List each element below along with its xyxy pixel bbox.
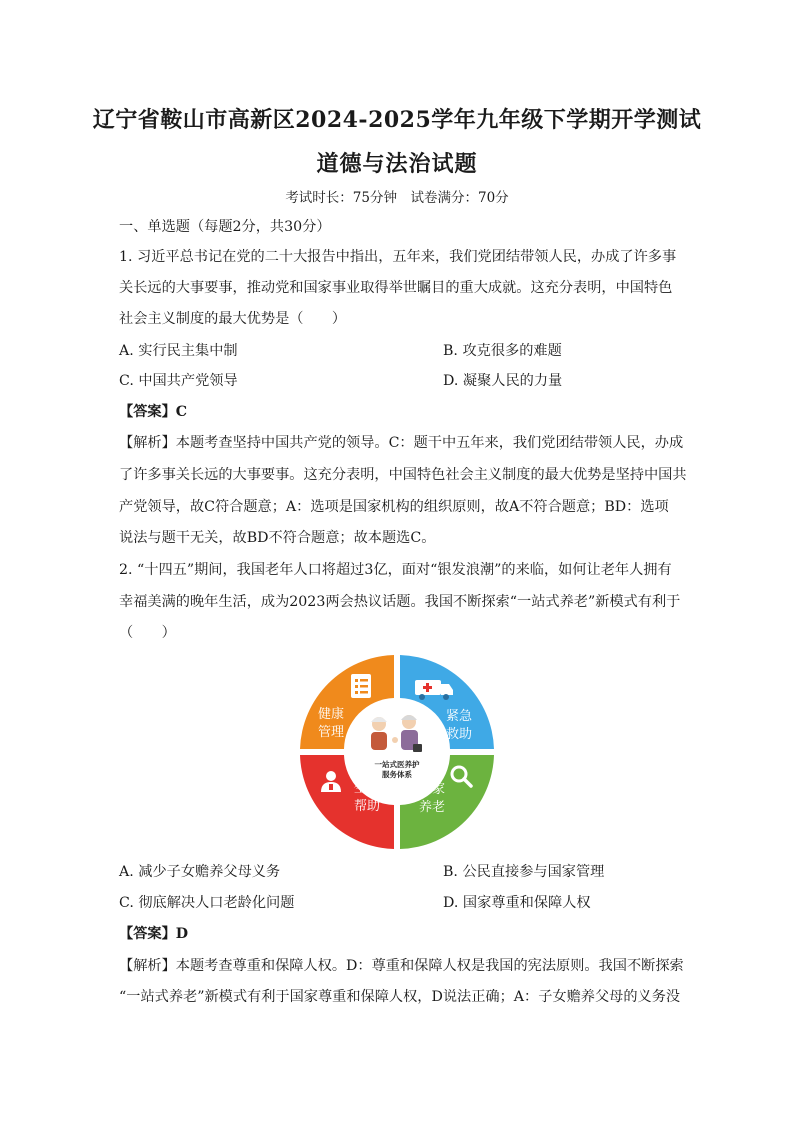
exam-title-line1: 辽宁省鞍山市高新区2024-2025学年九年级下学期开学测试: [92, 107, 702, 133]
q2-option-d: D. 国家尊重和保障人权: [443, 895, 591, 911]
q1-analysis-line: 了许多事关长远的大事要事。这充分表明，中国特色社会主义制度的最大优势是坚持中国共: [119, 467, 687, 483]
q1-option-a: A. 实行民主集中制: [119, 343, 238, 359]
quadrant-label: 紧急: [445, 709, 473, 724]
section-heading: 一、单选题（每题2分，共30分）: [119, 219, 331, 235]
quadrant-label: 救助: [445, 727, 473, 742]
q2-answer: 【答案】D: [119, 926, 189, 942]
q1-answer: 【答案】C: [119, 404, 188, 420]
q1-analysis-line: 说法与题干无关，故BD不符合题意；故本题选C。: [119, 530, 436, 546]
q2-analysis-line: 【解析】本题考查尊重和保障人权。D：尊重和保障人权是我国的宪法原则。我国不断探索: [119, 958, 684, 974]
q1-option-d: D. 凝聚人民的力量: [443, 373, 563, 389]
q2-analysis-line: “一站式养老”新模式有利于国家尊重和保障人权，D说法正确；A：子女赡养父母的义务没: [119, 989, 681, 1005]
q1-stem-line: 社会主义制度的最大优势是（ ）: [119, 311, 347, 327]
exam-info: 考试时长：75分钟 试卷满分：70分: [285, 190, 509, 206]
q1-option-c: C. 中国共产党领导: [119, 373, 238, 389]
q2-stem-line: （ ）: [119, 625, 176, 641]
quadrant-label: 帮助: [353, 799, 381, 814]
quadrant-label: 健康: [317, 707, 345, 722]
center-text-line2: 服务体系: [382, 770, 412, 779]
q2-option-c: C. 彻底解决人口老龄化问题: [119, 895, 295, 911]
center-text-line1: 一站式医养护: [374, 760, 420, 769]
quadrant-label: 管理: [317, 725, 345, 740]
q1-analysis-line: 【解析】本题考查坚持中国共产党的领导。C：题干中五年来，我们党团结带领人民，办成: [119, 435, 684, 451]
service-wheel-figure: [299, 654, 495, 850]
q1-stem-line: 1. 习近平总书记在党的二十大报告中指出，五年来，我们党团结带领人民，办成了许多事: [119, 249, 677, 265]
quadrant-label: 居家: [418, 782, 446, 797]
quadrant-label: 养老: [418, 800, 446, 815]
q2-stem-line: 2. “十四五”期间，我国老年人口将超过3亿，面对“银发浪潮”的来临，如何让老年人拥有: [119, 562, 672, 578]
q2-option-b: B. 公民直接参与国家管理: [443, 864, 605, 880]
q2-option-a: A. 减少子女赡养父母义务: [119, 864, 281, 880]
q2-stem-line: 幸福美满的晚年生活，成为2023两会热议话题。我国不断探索“一站式养老”新模式有利于: [119, 594, 681, 610]
exam-title-line2: 道德与法治试题: [316, 151, 478, 177]
checklist-icon: [351, 674, 371, 698]
q1-analysis-line: 产党领导，故C符合题意；A：选项是国家机构的组织原则，故A不符合题意；BD：选项: [119, 499, 669, 515]
quadrant-label: 生活: [353, 781, 381, 796]
q1-option-b: B. 攻克很多的难题: [443, 343, 562, 359]
q1-stem-line: 关长远的大事要事，推动党和国家事业取得举世瞩目的重大成就。这充分表明，中国特色: [119, 280, 673, 296]
